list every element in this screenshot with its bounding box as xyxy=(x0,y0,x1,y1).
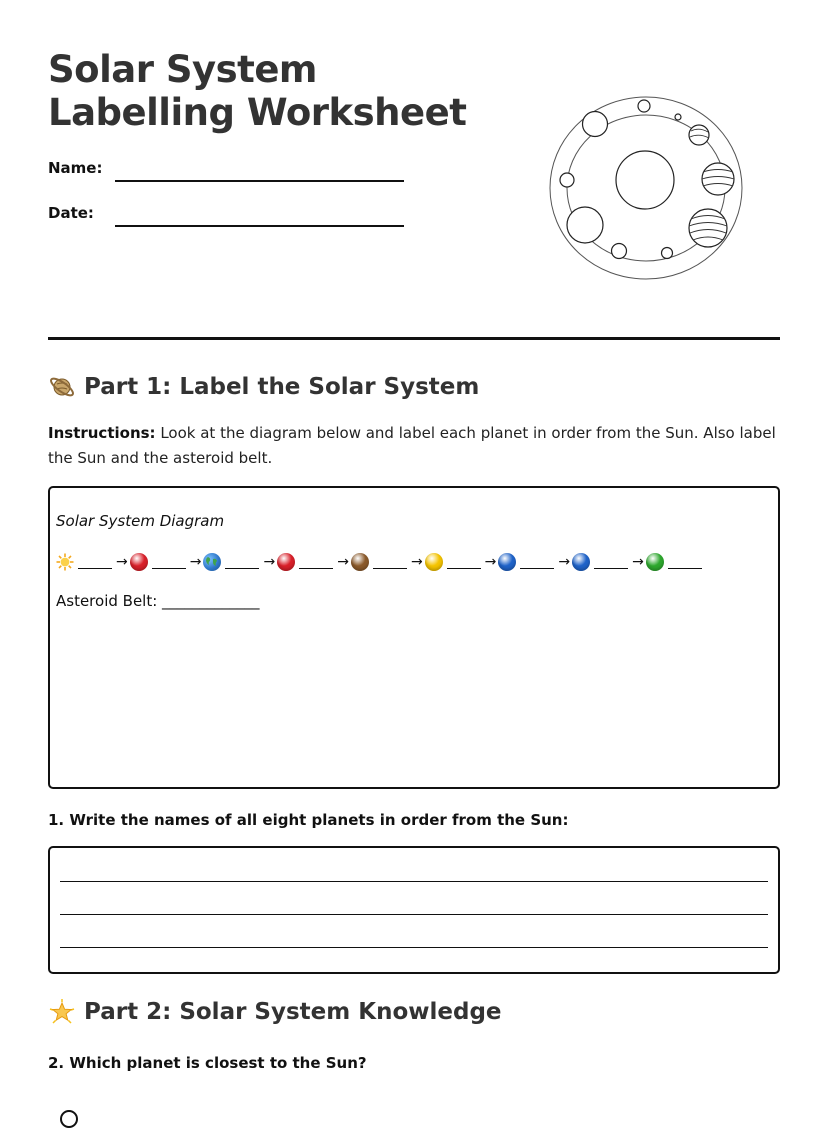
earth-globe-icon xyxy=(203,553,221,571)
label-blank[interactable] xyxy=(78,556,112,569)
sun-icon xyxy=(56,553,74,571)
arrow-icon: → xyxy=(558,554,571,570)
arrow-icon: → xyxy=(263,554,276,570)
arrow-icon: → xyxy=(632,554,644,570)
arrow-icon: → xyxy=(410,554,423,570)
ringed-planet-icon xyxy=(48,373,76,401)
asteroid-belt-label: Asteroid Belt: _____________ xyxy=(56,592,260,610)
part2-heading-text: Part 2: Solar System Knowledge xyxy=(84,999,502,1025)
question-2: 2. Which planet is closest to the Sun? xyxy=(48,1054,367,1072)
label-blank[interactable] xyxy=(594,556,628,569)
question-1: 1. Write the names of all eight planets in order from the Sun: xyxy=(48,811,569,829)
solar-system-orbit-illustration xyxy=(544,92,748,284)
blue-circle-icon xyxy=(498,553,516,571)
red-circle-icon xyxy=(130,553,148,571)
answer-lines-box xyxy=(48,846,780,974)
planet-order-row xyxy=(56,551,706,573)
solar-system-diagram-box xyxy=(48,486,780,789)
name-label: Name: xyxy=(48,159,103,177)
instructions-paragraph xyxy=(48,421,780,471)
instructions-lead: Instructions: xyxy=(48,424,156,442)
brown-circle-icon xyxy=(351,553,369,571)
label-blank[interactable] xyxy=(447,556,481,569)
label-blank[interactable] xyxy=(225,556,259,569)
header-divider xyxy=(48,337,780,340)
date-label: Date: xyxy=(48,204,94,222)
label-blank[interactable] xyxy=(152,556,186,569)
answer-line[interactable] xyxy=(60,881,768,882)
answer-line[interactable] xyxy=(60,914,768,915)
part1-heading-text: Part 1: Label the Solar System xyxy=(84,374,480,400)
date-field-line[interactable] xyxy=(115,225,404,227)
part1-heading xyxy=(48,373,479,401)
blue-circle-icon xyxy=(572,553,590,571)
answer-option-radio[interactable] xyxy=(60,1110,78,1128)
yellow-circle-icon xyxy=(425,553,443,571)
green-circle-icon xyxy=(646,553,664,571)
part2-heading xyxy=(48,998,502,1026)
label-blank[interactable] xyxy=(668,556,702,569)
answer-line[interactable] xyxy=(60,947,768,948)
arrow-icon: → xyxy=(116,554,128,570)
label-blank[interactable] xyxy=(299,556,333,569)
arrow-icon: → xyxy=(337,554,349,570)
name-field-line[interactable] xyxy=(115,180,404,182)
diagram-title: Solar System Diagram xyxy=(56,512,225,530)
label-blank[interactable] xyxy=(520,556,554,569)
red-circle-icon xyxy=(277,553,295,571)
worksheet-title: Solar System Labelling Worksheet xyxy=(48,48,467,134)
arrow-icon: → xyxy=(189,554,202,570)
arrow-icon: → xyxy=(484,554,497,570)
label-blank[interactable] xyxy=(373,556,407,569)
glowing-star-icon xyxy=(48,998,76,1026)
instructions-text: Look at the diagram below and label each planet in order from the Sun. Also label the Sun and the asteroid belt. xyxy=(48,424,776,467)
